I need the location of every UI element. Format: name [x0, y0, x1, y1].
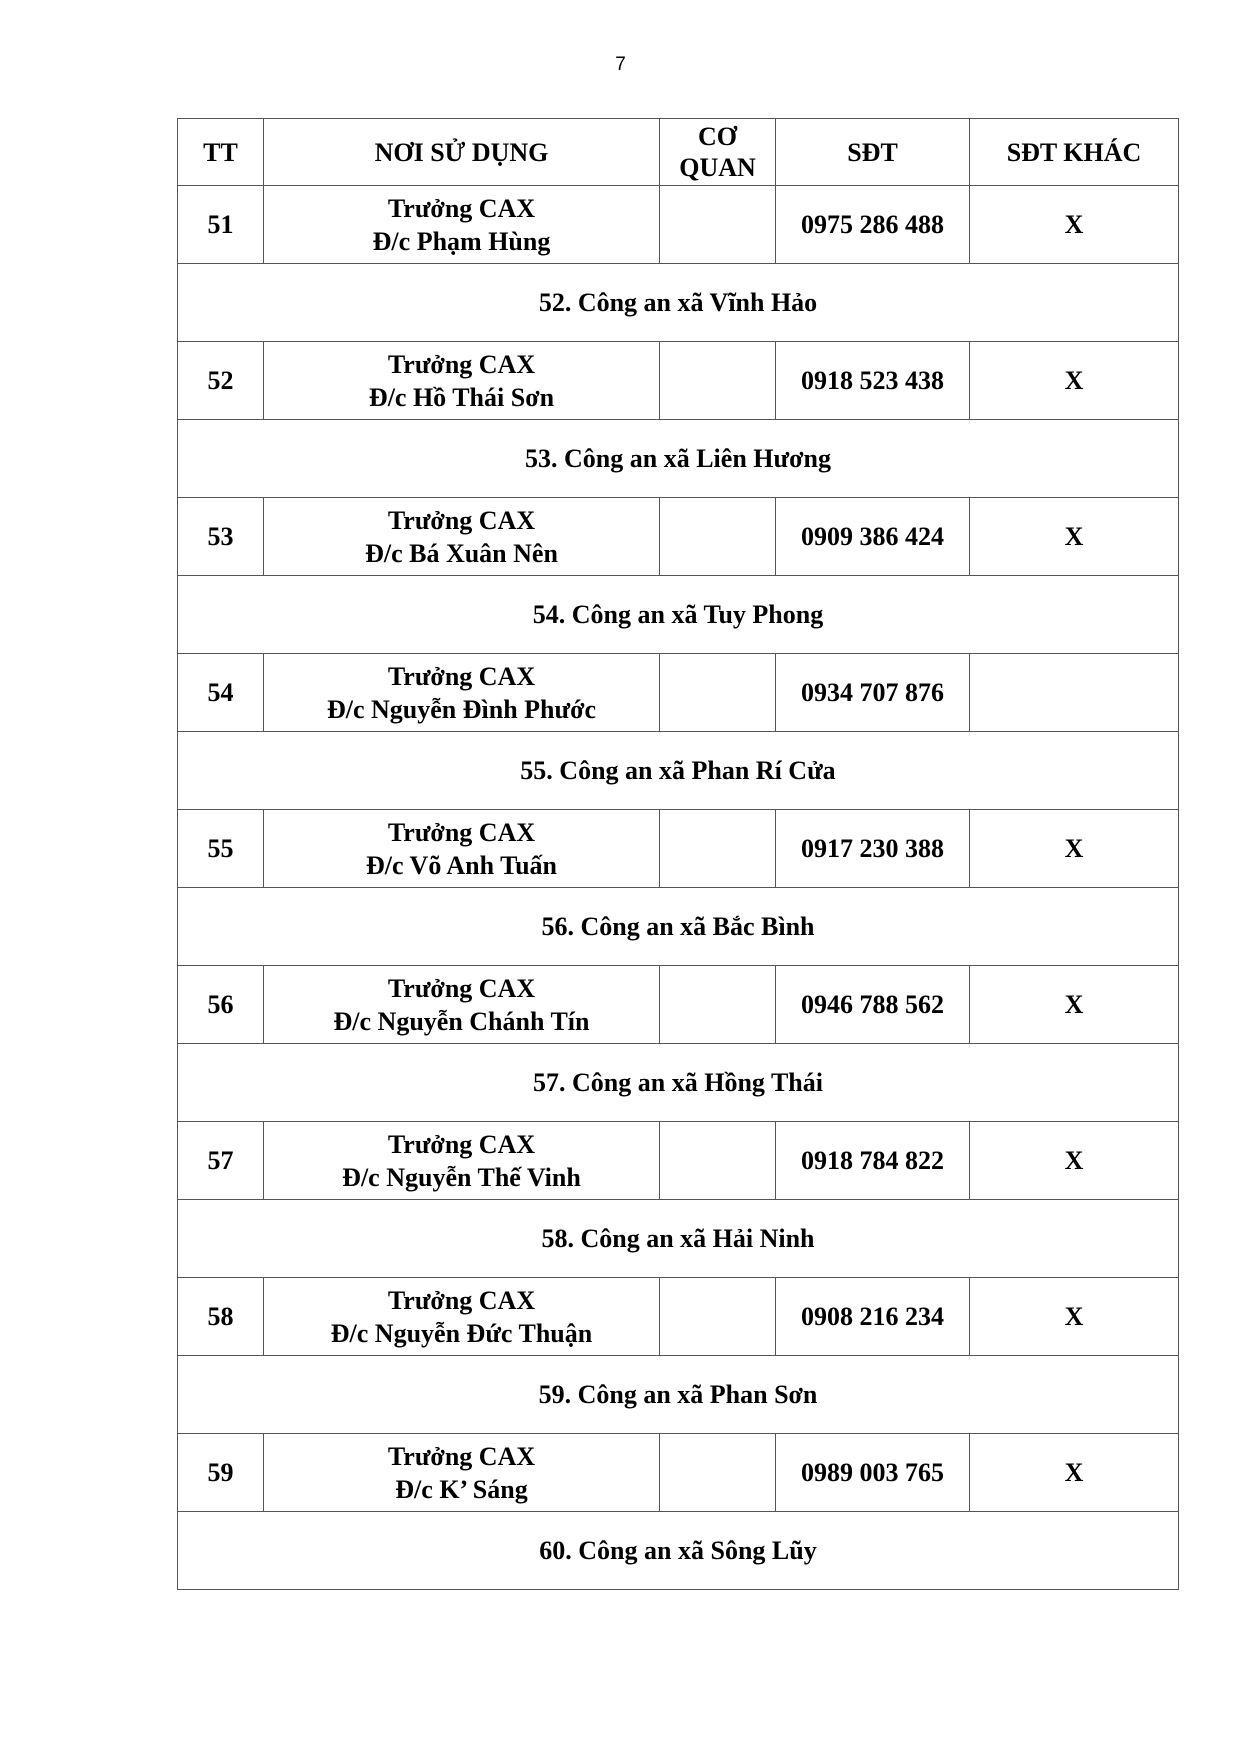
section-title: 53. Công an xã Liên Hương [178, 420, 1179, 498]
table-row [178, 1434, 1179, 1512]
cell-place [264, 342, 660, 420]
cell-agency [660, 1278, 776, 1356]
person-name: Đ/c Nguyễn Chánh Tín [333, 1006, 590, 1036]
cell-place [264, 810, 660, 888]
cell-agency [660, 966, 776, 1044]
section-title: 59. Công an xã Phan Sơn [178, 1356, 1179, 1434]
position-title: Trưởng CAX [387, 973, 536, 1003]
cell-phone: 0934 707 876 [776, 654, 970, 732]
cell-phone: 0946 788 562 [776, 966, 970, 1044]
cell-place [264, 186, 660, 264]
cell-agency [660, 186, 776, 264]
section-row [178, 732, 1179, 810]
person-name: Đ/c Nguyễn Thế Vinh [342, 1162, 581, 1192]
table-row [178, 186, 1179, 264]
cell-other-phone: X [970, 1278, 1179, 1356]
table-row [178, 1278, 1179, 1356]
person-name: Đ/c Phạm Hùng [372, 226, 551, 256]
cell-tt: 59 [178, 1434, 264, 1512]
header-other-phone: SĐT KHÁC [970, 119, 1179, 186]
cell-agency [660, 498, 776, 576]
section-title: 60. Công an xã Sông Lũy [178, 1512, 1179, 1590]
cell-agency [660, 1122, 776, 1200]
cell-agency [660, 342, 776, 420]
cell-place [264, 498, 660, 576]
cell-tt: 56 [178, 966, 264, 1044]
section-title: 55. Công an xã Phan Rí Cửa [178, 732, 1179, 810]
person-name: Đ/c Bá Xuân Nên [365, 538, 558, 568]
cell-other-phone: X [970, 810, 1179, 888]
section-row [178, 1512, 1179, 1590]
section-row [178, 1356, 1179, 1434]
cell-place [264, 1122, 660, 1200]
position-title: Trưởng CAX [387, 1285, 536, 1315]
person-name: Đ/c Nguyễn Đức Thuận [330, 1318, 593, 1348]
cell-phone: 0918 784 822 [776, 1122, 970, 1200]
section-title: 56. Công an xã Bắc Bình [178, 888, 1179, 966]
cell-place [264, 1434, 660, 1512]
header-place: NƠI SỬ DỤNG [264, 119, 660, 186]
cell-other-phone: X [970, 186, 1179, 264]
table-row [178, 1122, 1179, 1200]
cell-tt: 54 [178, 654, 264, 732]
cell-agency [660, 1434, 776, 1512]
position-title: Trưởng CAX [387, 661, 536, 691]
table-row [178, 498, 1179, 576]
person-name: Đ/c Võ Anh Tuấn [365, 850, 557, 880]
header-tt: TT [178, 119, 264, 186]
table-row [178, 654, 1179, 732]
section-row [178, 420, 1179, 498]
cell-phone: 0918 523 438 [776, 342, 970, 420]
cell-other-phone: X [970, 498, 1179, 576]
section-title: 57. Công an xã Hồng Thái [178, 1044, 1179, 1122]
position-title: Trưởng CAX [387, 505, 536, 535]
cell-tt: 53 [178, 498, 264, 576]
cell-other-phone: X [970, 1122, 1179, 1200]
cell-tt: 58 [178, 1278, 264, 1356]
table-row [178, 810, 1179, 888]
section-row [178, 1200, 1179, 1278]
contact-directory-table [177, 118, 1179, 1590]
section-row [178, 1044, 1179, 1122]
cell-tt: 52 [178, 342, 264, 420]
cell-other-phone: X [970, 342, 1179, 420]
cell-other-phone: X [970, 1434, 1179, 1512]
section-title: 54. Công an xã Tuy Phong [178, 576, 1179, 654]
section-title: 58. Công an xã Hải Ninh [178, 1200, 1179, 1278]
cell-phone: 0975 286 488 [776, 186, 970, 264]
section-row [178, 576, 1179, 654]
person-name: Đ/c Hồ Thái Sơn [368, 382, 555, 412]
table-row [178, 342, 1179, 420]
cell-phone: 0989 003 765 [776, 1434, 970, 1512]
cell-other-phone [970, 654, 1179, 732]
cell-phone: 0909 386 424 [776, 498, 970, 576]
cell-tt: 57 [178, 1122, 264, 1200]
section-title: 52. Công an xã Vĩnh Hảo [178, 264, 1179, 342]
cell-place [264, 1278, 660, 1356]
position-title: Trưởng CAX [387, 1129, 536, 1159]
position-title: Trưởng CAX [387, 1441, 536, 1471]
position-title: Trưởng CAX [387, 193, 536, 223]
cell-agency [660, 810, 776, 888]
table-body [178, 186, 1179, 1590]
person-name: Đ/c Nguyễn Đình Phước [326, 694, 597, 724]
cell-tt: 51 [178, 186, 264, 264]
cell-phone: 0917 230 388 [776, 810, 970, 888]
header-agency-line2: QUAN [679, 153, 756, 182]
table-header-row [178, 119, 1179, 186]
table-row [178, 966, 1179, 1044]
cell-tt: 55 [178, 810, 264, 888]
cell-place [264, 654, 660, 732]
person-name: Đ/c K’ Sáng [395, 1474, 528, 1504]
cell-phone: 0908 216 234 [776, 1278, 970, 1356]
position-title: Trưởng CAX [387, 349, 536, 379]
header-phone: SĐT [776, 119, 970, 186]
header-agency [660, 119, 776, 186]
page-number: 7 [615, 54, 626, 75]
section-row [178, 888, 1179, 966]
cell-agency [660, 654, 776, 732]
section-row [178, 264, 1179, 342]
cell-place [264, 966, 660, 1044]
header-agency-line1: CƠ [698, 122, 737, 151]
cell-other-phone: X [970, 966, 1179, 1044]
position-title: Trưởng CAX [387, 817, 536, 847]
